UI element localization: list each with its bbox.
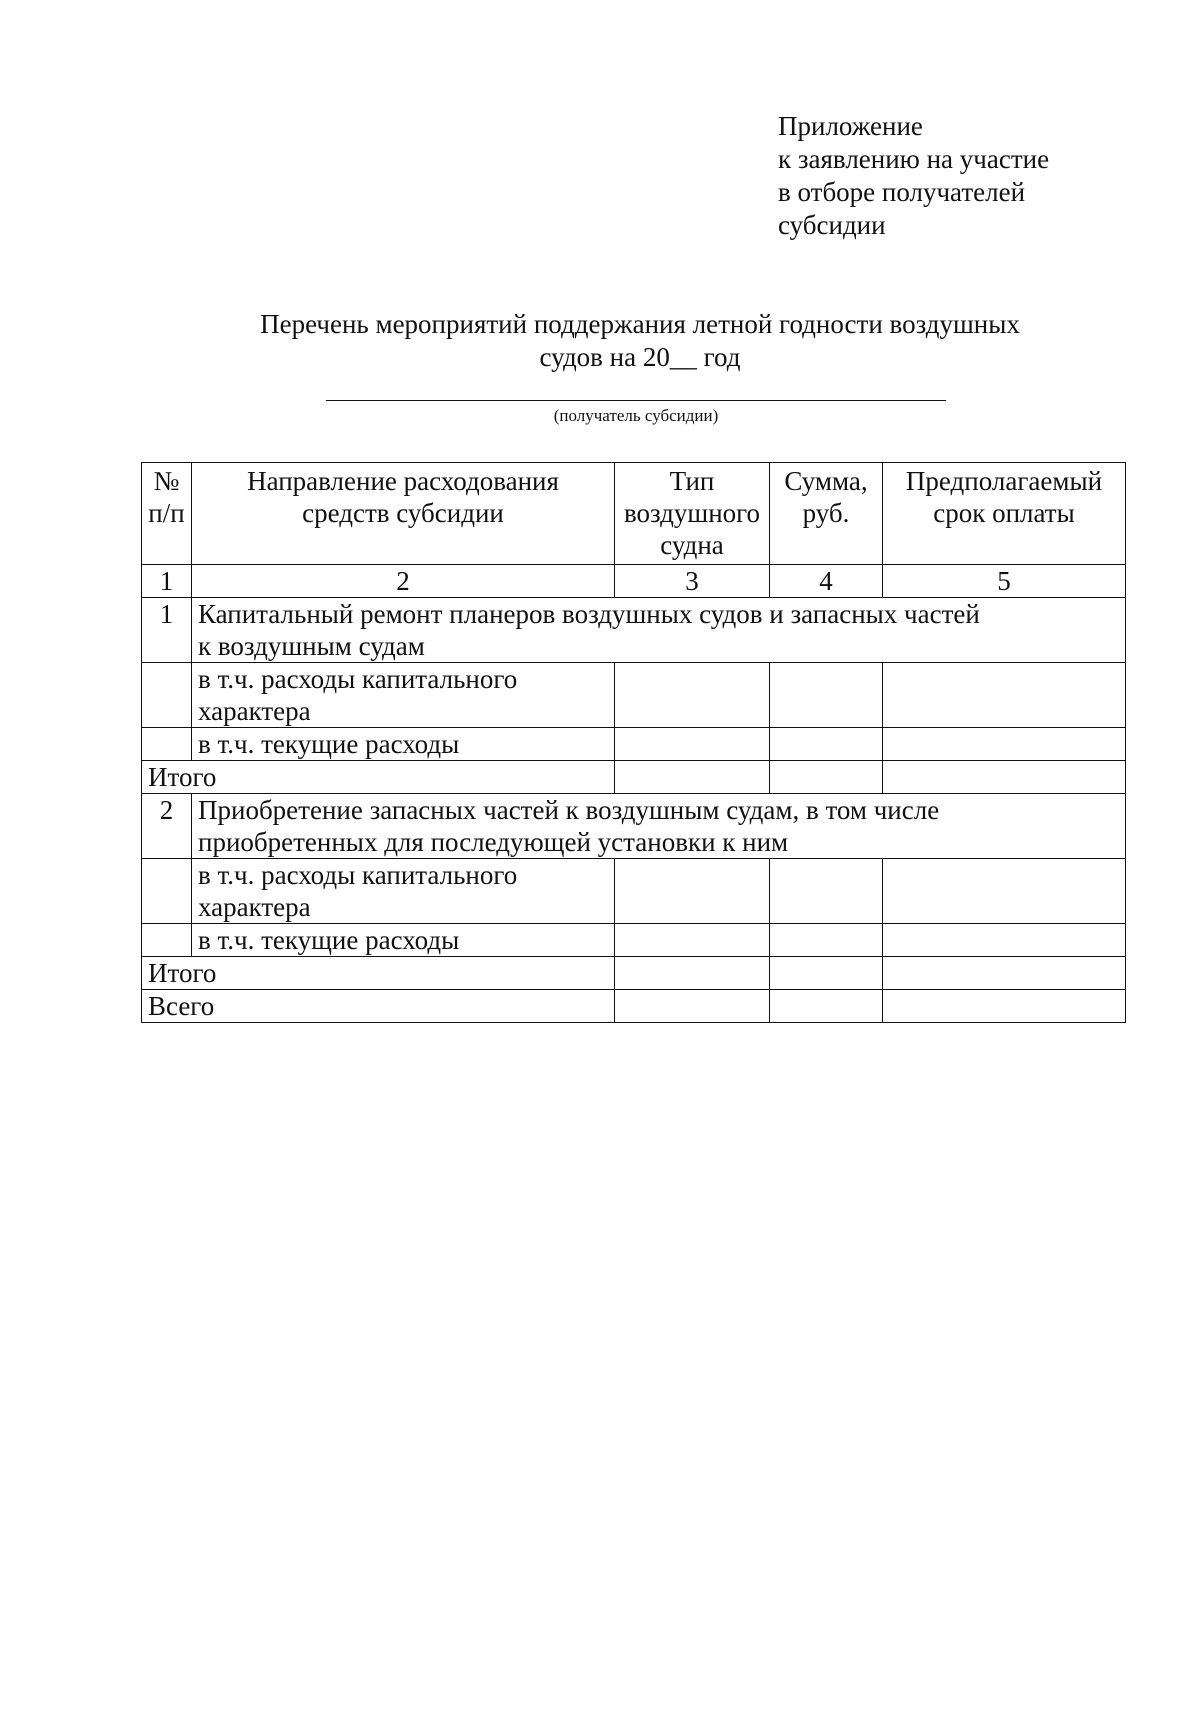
table-header-row	[142, 463, 1126, 565]
header-text: руб.	[802, 498, 850, 528]
empty-cell	[142, 663, 192, 728]
header-sum	[770, 463, 883, 565]
empty-cell	[770, 924, 883, 957]
title-line-2: судов на 20__ год	[539, 342, 741, 372]
column-number: 1	[142, 565, 192, 598]
section-title-line: Приобретение запасных частей к воздушным судам, в том числе	[198, 795, 940, 825]
empty-cell	[770, 761, 883, 794]
empty-cell	[883, 990, 1126, 1023]
header-text: Направление расходования	[247, 466, 559, 496]
empty-cell	[142, 728, 192, 761]
section-num: 2	[142, 794, 192, 859]
column-number: 3	[615, 565, 770, 598]
empty-cell	[883, 663, 1126, 728]
section-2-capital-row	[142, 859, 1126, 924]
section-title-line: к воздушным судам	[198, 631, 425, 661]
grand-total-row	[142, 990, 1126, 1023]
section-title-line: Капитальный ремонт планеров воздушных судов и запасных частей	[198, 599, 980, 629]
capital-expenses-label	[192, 663, 615, 728]
column-number: 5	[883, 565, 1126, 598]
label-line: характера	[198, 892, 311, 922]
column-number: 2	[192, 565, 615, 598]
section-title	[192, 794, 1126, 859]
header-text: п/п	[148, 498, 185, 528]
header-text: Предполагаемый	[905, 466, 1103, 496]
empty-cell	[770, 728, 883, 761]
empty-cell	[615, 663, 770, 728]
empty-cell	[770, 663, 883, 728]
empty-cell	[615, 924, 770, 957]
empty-cell	[770, 990, 883, 1023]
section-1-total-row	[142, 761, 1126, 794]
section-2-row	[142, 794, 1126, 859]
header-num	[142, 463, 192, 565]
measures-table	[141, 462, 1126, 1023]
header-text: средств субсидии	[302, 498, 504, 528]
header-direction	[192, 463, 615, 565]
empty-cell	[615, 990, 770, 1023]
current-expenses-label: в т.ч. текущие расходы	[192, 924, 615, 957]
grand-total-label: Всего	[142, 990, 615, 1023]
empty-cell	[770, 957, 883, 990]
empty-cell	[883, 761, 1126, 794]
header-payment-term	[883, 463, 1126, 565]
section-1-row	[142, 598, 1126, 663]
column-number: 4	[770, 565, 883, 598]
empty-cell	[883, 728, 1126, 761]
total-label: Итого	[142, 957, 615, 990]
recipient-underline	[326, 400, 946, 401]
recipient-caption: (получатель субсидии)	[553, 406, 719, 425]
appendix-note	[778, 110, 1049, 242]
section-1-current-row	[142, 728, 1126, 761]
section-num: 1	[142, 598, 192, 663]
header-aircraft-type	[615, 463, 770, 565]
document-title	[140, 308, 1140, 374]
label-line: в т.ч. расходы капитального	[198, 860, 518, 890]
label-line: характера	[198, 696, 311, 726]
empty-cell	[883, 859, 1126, 924]
appendix-line: к заявлению на участие	[778, 144, 1050, 174]
section-2-total-row	[142, 957, 1126, 990]
appendix-line: субсидии	[778, 210, 886, 240]
header-text: срок оплаты	[933, 498, 1075, 528]
current-expenses-label: в т.ч. текущие расходы	[192, 728, 615, 761]
empty-cell	[883, 957, 1126, 990]
header-text: Тип	[669, 466, 715, 496]
appendix-line: в отборе получателей	[778, 177, 1026, 207]
empty-cell	[615, 957, 770, 990]
appendix-line: Приложение	[778, 111, 923, 141]
column-numbers-row	[142, 565, 1126, 598]
total-label: Итого	[142, 761, 615, 794]
header-text: Сумма,	[784, 466, 868, 496]
section-1-capital-row	[142, 663, 1126, 728]
empty-cell	[142, 924, 192, 957]
empty-cell	[770, 859, 883, 924]
empty-cell	[615, 761, 770, 794]
section-title-line: приобретенных для последующей установки к ним	[198, 827, 789, 857]
empty-cell	[615, 859, 770, 924]
section-2-current-row	[142, 924, 1126, 957]
header-text: воздушного	[623, 498, 761, 528]
header-text: судна	[660, 530, 724, 560]
header-text: №	[153, 466, 180, 496]
empty-cell	[142, 859, 192, 924]
capital-expenses-label	[192, 859, 615, 924]
empty-cell	[883, 924, 1126, 957]
empty-cell	[615, 728, 770, 761]
section-title	[192, 598, 1126, 663]
title-line-1: Перечень мероприятий поддержания летной годности воздушных	[260, 309, 1020, 339]
label-line: в т.ч. расходы капитального	[198, 664, 518, 694]
